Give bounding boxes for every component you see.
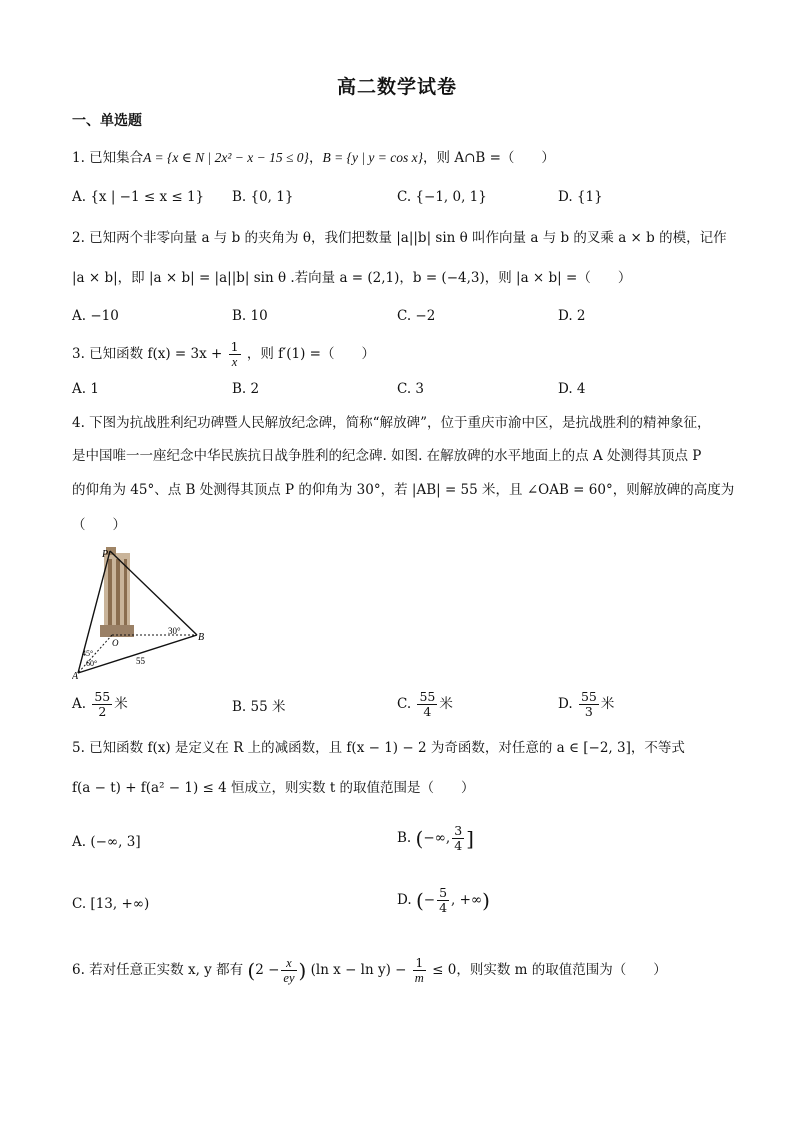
q4-option-c: C. $\frac{55}{4}$ 米: [397, 689, 453, 719]
question-1-stem: 1. 已知集合A = {x ∈ N | 2x² − x − 15 ≤ 0}，B = {y | y = cos x}，则 A∩B =（ ）: [72, 150, 555, 166]
label-p: P: [102, 549, 109, 560]
question-4-line-1: 4. 下图为抗战胜利纪功碑暨人民解放纪念碑，简称“解放碑”，位于重庆市渝中区，是抗战胜利的精神象征，: [72, 415, 711, 431]
set-b: B = {y | y = cos x}: [322, 150, 424, 165]
monument-diagram: [72, 545, 212, 680]
question-4-line-4: （ ）: [72, 517, 126, 533]
q1-option-d: D. {1}: [558, 189, 603, 205]
q5-option-d: D. (− $\frac{5}{4}$ , +∞): [397, 885, 490, 915]
fraction: $\frac{1}{x}$: [230, 339, 239, 369]
section-heading: 一、单选题: [72, 113, 142, 129]
q3-option-d: D. 4: [558, 381, 586, 397]
question-2-line-1: 2. 已知两个非零向量 a 与 b 的夹角为 θ，我们把数量 |a||b| sin θ 叫作向量 a 与 b 的叉乘 a × b 的模，记作: [72, 230, 727, 246]
set-a: A = {x ∈ N | 2x² − x − 15 ≤ 0}: [143, 150, 309, 165]
question-4-line-2: 是中国唯一一座纪念中华民族抗日战争胜利的纪念碑. 如图. 在解放碑的水平地面上的点 A 处测得其顶点 P: [72, 448, 702, 464]
q3-option-c: C. 3: [397, 381, 425, 397]
q3-option-a: A. 1: [72, 381, 99, 397]
q5-option-a: A. (−∞, 3]: [72, 834, 141, 850]
question-5-line-1: 5. 已知函数 f(x) 是定义在 R 上的减函数，且 f(x − 1) − 2 为奇函数，对任意的 a ∈ [−2, 3]，不等式: [72, 740, 685, 756]
q2-option-b: B. 10: [232, 308, 268, 324]
question-3-stem: 3. 已知函数 f(x) = 3x + $\frac{1}{x}$ ，则 f′(1) =（ ）: [72, 339, 375, 369]
page-title: 高二数学试卷: [336, 76, 457, 98]
q5-option-b: B. (−∞, $\frac{3}{4}$ ]: [397, 823, 474, 853]
q2-option-a: A. −10: [72, 308, 119, 324]
q4-option-b: B. 55 米: [232, 699, 286, 715]
label-length: 55: [136, 656, 145, 666]
q5-option-c: C. [13, +∞): [72, 896, 150, 912]
q4-option-a: A. $\frac{55}{2}$ 米: [72, 689, 128, 719]
label-angle-60: 60°: [86, 659, 98, 668]
q2-option-d: D. 2: [558, 308, 586, 324]
question-2-line-2: |a × b|，即 |a × b| = |a||b| sin θ .若向量 a = (2,1)，b = (−4,3)，则 |a × b| =（ ）: [72, 270, 632, 286]
q3-option-b: B. 2: [232, 381, 260, 397]
label-o: O: [112, 638, 119, 648]
question-5-line-2: f(a − t) + f(a² − 1) ≤ 4 恒成立，则实数 t 的取值范围是（ ）: [72, 780, 475, 796]
q2-option-c: C. −2: [397, 308, 436, 324]
question-4-line-3: 的仰角为 45°、点 B 处测得其顶点 P 的仰角为 30°，若 |AB| = 55 米，且 ∠OAB = 60°，则解放碑的高度为: [72, 482, 735, 498]
label-angle-45: 45°: [82, 649, 94, 658]
q1-option-b: B. {0, 1}: [232, 189, 294, 205]
q4-option-d: D. $\frac{55}{3}$ 米: [558, 689, 615, 719]
label-angle-30: 30°: [168, 626, 181, 636]
q1-option-c: C. {−1, 0, 1}: [397, 189, 487, 205]
label-a: A: [72, 671, 79, 680]
question-6-stem: 6. 若对任意正实数 x, y 都有 (2 − $\frac{x}{ey}$ ) (ln x − ln y) − $\frac{1}{m}$ ≤ 0，则实数 m 的取值范围为（ ）: [72, 955, 667, 985]
q1-option-a: A. {x | −1 ≤ x ≤ 1}: [72, 189, 205, 205]
label-b: B: [198, 632, 205, 643]
